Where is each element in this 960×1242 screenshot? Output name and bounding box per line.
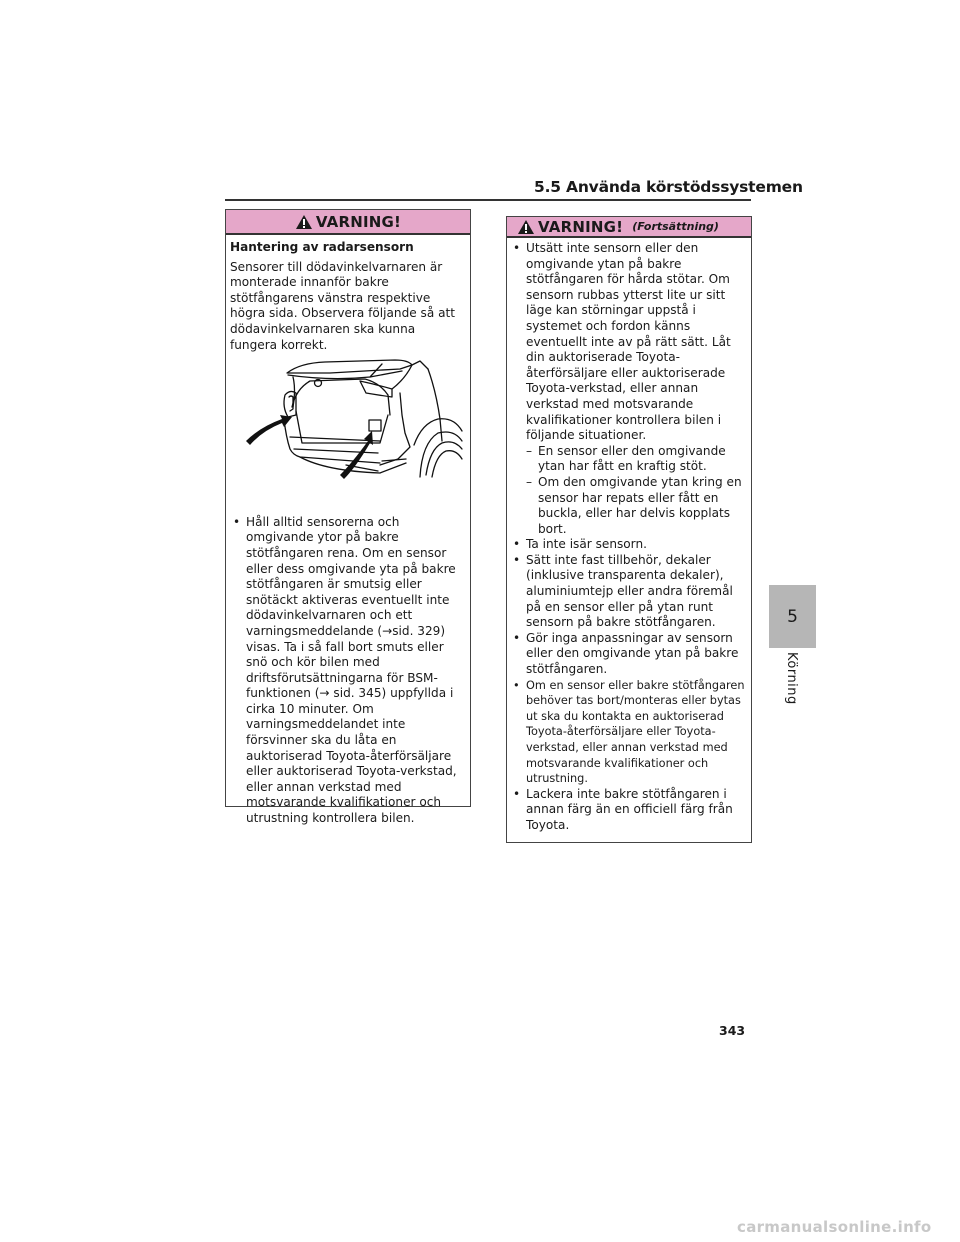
list-item: • Sätt inte fast tillbehör, dekaler (inklusive transparenta dekaler), aluminiumtejp eller andra föremål på en sensor eller på ytan runt sensorn på bakre stötfångaren. (510, 553, 747, 631)
dash-item: – En sensor eller den omgivande ytan har fått en kraftig stöt. (526, 444, 747, 475)
intro-paragraph: Sensorer till dödavinkelvarnaren är monterade innanför bakre stötfångarens vänstra respektive högra sida. Observera följande så att dödavinkelvarnaren ska kunna fungera korrekt. (230, 259, 456, 352)
chapter-tab (769, 585, 816, 648)
dash-item: – Om den omgivande ytan kring en sensor har repats eller fått en buckla, eller har delvis kopplats bort. (526, 475, 747, 537)
sub-heading: Hantering av radarsensorn (230, 240, 414, 254)
section-title: 5.5 Använda körstödssystemen (534, 178, 803, 196)
list-item: • Lackera inte bakre stötfångaren i annan färg än en officiell färg från Toyota. (510, 787, 747, 834)
warning-continued-label: (Fortsättning) (632, 220, 719, 233)
chapter-label: Körning (784, 652, 799, 705)
page-number: 343 (719, 1023, 746, 1038)
list-item (510, 241, 747, 537)
warning-title: VARNING! (538, 217, 624, 236)
list-item: • Håll alltid sensorerna och omgivande ytor på bakre stötfångaren rena. Om en sensor eller dess omgivande yta på bakre stötfångaren är smutsig eller snötäckt aktiveras eventuellt inte dödavinkelvarnaren och ett varningsmeddelande (→sid. 329) visas. Ta i så fall bort smuts eller snö och kör bilen med driftsförutsättningarna för BSM-funktionen (→ sid. 345) uppfyllda i cirka 10 minuter. Om varningsmeddelandet inte försvinner ska du låta en auktoriserad Toyota-återförsäljare eller auktoriserad Toyota-verkstad, eller annan verkstad med motsvarande kvalifikationer och utrustning kontrollera bilen. (230, 515, 466, 827)
bullet-list-left (230, 515, 470, 827)
list-item: • Gör inga anpassningar av sensorn eller den omgivande ytan på bakre stötfångaren. (510, 631, 747, 678)
warning-header (226, 210, 470, 235)
list-item: • Om en sensor eller bakre stötfångaren behöver tas bort/monteras eller bytas ut ska du kontakta en auktoriserad Toyota-återförsäljare eller Toyota-verkstad, eller annan verkstad med motsvarande kvalifikationer och utrustning. (510, 678, 747, 787)
warning-box-left (225, 209, 471, 826)
chapter-number: 5 (787, 606, 798, 627)
dash-list (526, 444, 747, 538)
warning-triangle-icon (295, 214, 313, 230)
bullet-list-right (510, 241, 751, 834)
rear-bumper-sensor-illustration (230, 359, 466, 496)
warning-header-continued (507, 217, 751, 238)
warning-title: VARNING! (315, 212, 402, 231)
watermark: carmanualsonline.info (737, 1218, 932, 1236)
warning-triangle-icon (517, 219, 535, 235)
section-divider (225, 199, 751, 201)
warning-box-right (506, 216, 752, 843)
list-item: • Ta inte isär sensorn. (510, 537, 747, 553)
list-item-text: Utsätt inte sensorn eller den omgivande ytan på bakre stötfångaren för hårda stötar. Om sensorn rubbas ytterst lite ur sitt läge kan störningar uppstå i systemet och fordon känns eventuellt inte av på rätt sätt. Låt din auktoriserade Toyota-återförsäljare eller auktoriserade Toyota-verkstad, eller annan verkstad med motsvarande kvalifikationer kontrollera bilen i följande situationer. (526, 241, 731, 443)
